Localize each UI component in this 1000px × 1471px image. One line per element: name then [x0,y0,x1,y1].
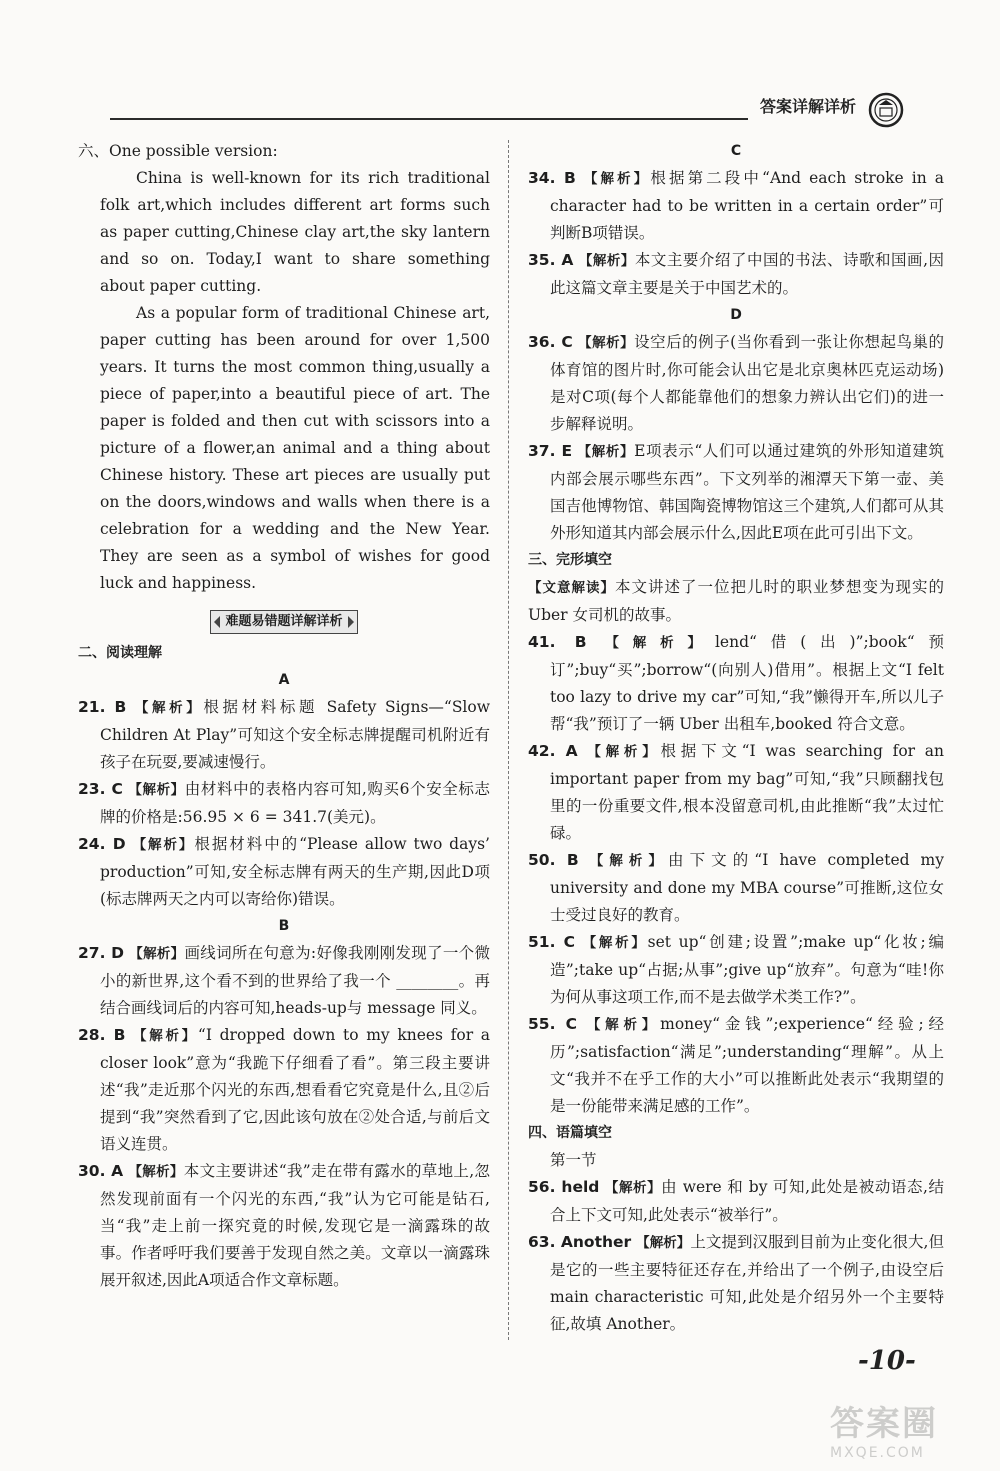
essay-paragraph-2: As a popular form of traditional Chinese art, paper cutting has been around for over 1,500 years. It turns the most common thing,usually a piece of paper,into a beautiful piece of art. The paper is folded and then cut with scissors into a picture of a flower,an animal and a thing about Chinese history. These art pieces are usually put on the doors,windows and walls when there is a celebration for a wedding and the New Year. They are seen as a symbol of wishes for good luck and happiness. [100,304,490,592]
answer-item: 35. A 【解析】本文主要介绍了中国的书法、诗歌和国画,因此这篇文章主要是关于中国艺术的。 [528,251,945,297]
part-a-heading: A [278,672,290,688]
answer-item: 36. C 【解析】设空后的例子(当你看到一张让你想起鸟巢的体育馆的图片时,你可能会认出它是北京奥林匹克运动场)是对C项(每个人都能靠他们的想象力辨认出它们)的进一步解释说明。 [528,333,944,433]
page-number: -10- [858,1346,916,1376]
difficult-questions-banner [78,607,490,634]
passage-summary: 【文意解读】本文讲述了一位把儿时的职业梦想变为现实的 Uber 女司机的故事。 [528,578,944,624]
header-title: 答案详解详析 [748,92,900,122]
part-d-heading: D [730,307,742,323]
section-cloze: 三、完形填空 [528,552,612,568]
watermark-url: MXQE.COM [830,1445,925,1461]
answer-item: 37. E 【解析】E项表示“人们可以通过建筑的外形知道建筑内部会展示哪些东西”。下文列举的湘潭天下第一壶、美国吉他博物馆、韩国陶瓷博物馆这三个建筑,人们都可从其外形知道其内部会展示什么,因此E项在此可引出下文。 [528,442,944,542]
answer-item: 56. held 【解析】由 were 和 by 可知,此处是被动语态,结合上下文可知,此处表示“被举行”。 [528,1178,945,1224]
left-column [78,138,490,1294]
right-column [528,138,944,1338]
answer-item: 41. B 【解析】lend“借(出)”;book“预订”;buy“买”;borrow“(向别人)借用”。根据上文“I felt too lazy to drive my car”可知,“我”懒得开车,所以儿子帮“我”预订了一辆 Uber 出租车,booked 符合文意。 [528,633,945,733]
answer-item: 24. D 【解析】根据材料中的“Please allow two days’ production”可知,安全标志牌有两天的生产期,因此D项(标志牌两天之内可以寄给你)错误。 [78,835,490,908]
part-c-heading: C [730,143,742,159]
answer-item: 21. B 【解析】根据材料标题 Safety Signs—“Slow Children At Play”可知这个安全标志牌提醒司机附近有孩子在玩耍,要减速慢行。 [78,698,490,771]
answer-item: 63. Another 【解析】上文提到汉服到目前为止变化很大,但是它的一些主要特征还存在,并给出了一个例子,由设空后 main characteristic 可知,此处是介绍另外一个主要特征,故填 Another。 [528,1233,945,1333]
answer-item: 55. C 【解析】money“金钱”;experience“经验;经历”;satisfaction“满足”;understanding“理解”。从上文“我并不在乎工作的大小”可以推断此处表示“我期望的是一份能带来满足感的工作”。 [528,1015,945,1115]
answer-item: 28. B 【解析】“I dropped down to my knees for a closer look”意为“我跪下仔细看了看”。第三段主要讲述“我”走近那个闪光的东西,想看看它究竟是什么,且②后提到“我”突然看到了它,因此该句放在②处合适,与前后文语义连贯。 [78,1026,490,1153]
answer-item: 27. D 【解析】画线词所在句意为:好像我刚刚发现了一个微小的新世界,这个看不到的世界给了我一个 ________。再结合画线词后的内容可知,heads-up与 message 同义。 [78,944,490,1017]
publisher-logo-icon [868,92,904,128]
reading-b-answers [78,940,490,1294]
answer-item: 23. C 【解析】由材料中的表格内容可知,购买6个安全标志牌的价格是:56.95 × 6 = 341.7(美元)。 [78,780,490,826]
answer-item: 42. A 【解析】根据下文“I was searching for an important paper from my bag”可知,“我”只顾翻找包里的一份重要文件,根本没留意司机,由此推断“我”太过忙碌。 [528,742,944,842]
answer-item: 34. B 【解析】根据第二段中“And each stroke in a character had to be written in a certain order”可判断B项错误。 [528,169,944,242]
sub-section-heading: 第一节 [550,1151,597,1169]
reading-a-answers [78,694,490,913]
answer-item: 50. B 【解析】由下文的“I have completed my university and done my MBA course”可推断,这位女士受过良好的教育。 [528,851,945,924]
column-divider [508,140,509,1340]
part-b-heading: B [278,918,290,934]
banner-label: 难题易错题详解详析 [210,610,357,634]
section-grammar: 四、语篇填空 [528,1125,612,1141]
essay-paragraph-1: China is well-known for its rich traditional folk art,which includes different art forms such as paper cutting,Chinese clay art,the sky lantern and so on. Today,I want to share something about paper cutting. [100,169,490,295]
page-header [0,92,940,122]
watermark [830,1396,980,1466]
section-reading: 二、阅读理解 [78,645,162,661]
answer-item: 51. C 【解析】set up“创建;设置”;make up“化妆;编造”;take up“占据;从事”;give up“放弃”。句意为“哇!你为何从事这项工作,而不是去做学术类工作?”。 [528,933,944,1006]
answer-item: 30. A 【解析】本文主要讲述“我”走在带有露水的草地上,忽然发现前面有一个闪光的东西,“我”认为它可能是钻石,当“我”走上前一探究竟的时候,发现它是一滴露珠的故事。作者呼吁我们要善于发现自然之美。文章以一滴露珠展开叙述,因此A项适合作文章标题。 [78,1162,491,1289]
watermark-title: 答案圈 [830,1404,938,1444]
essay-heading: 六、One possible version: [78,142,278,160]
